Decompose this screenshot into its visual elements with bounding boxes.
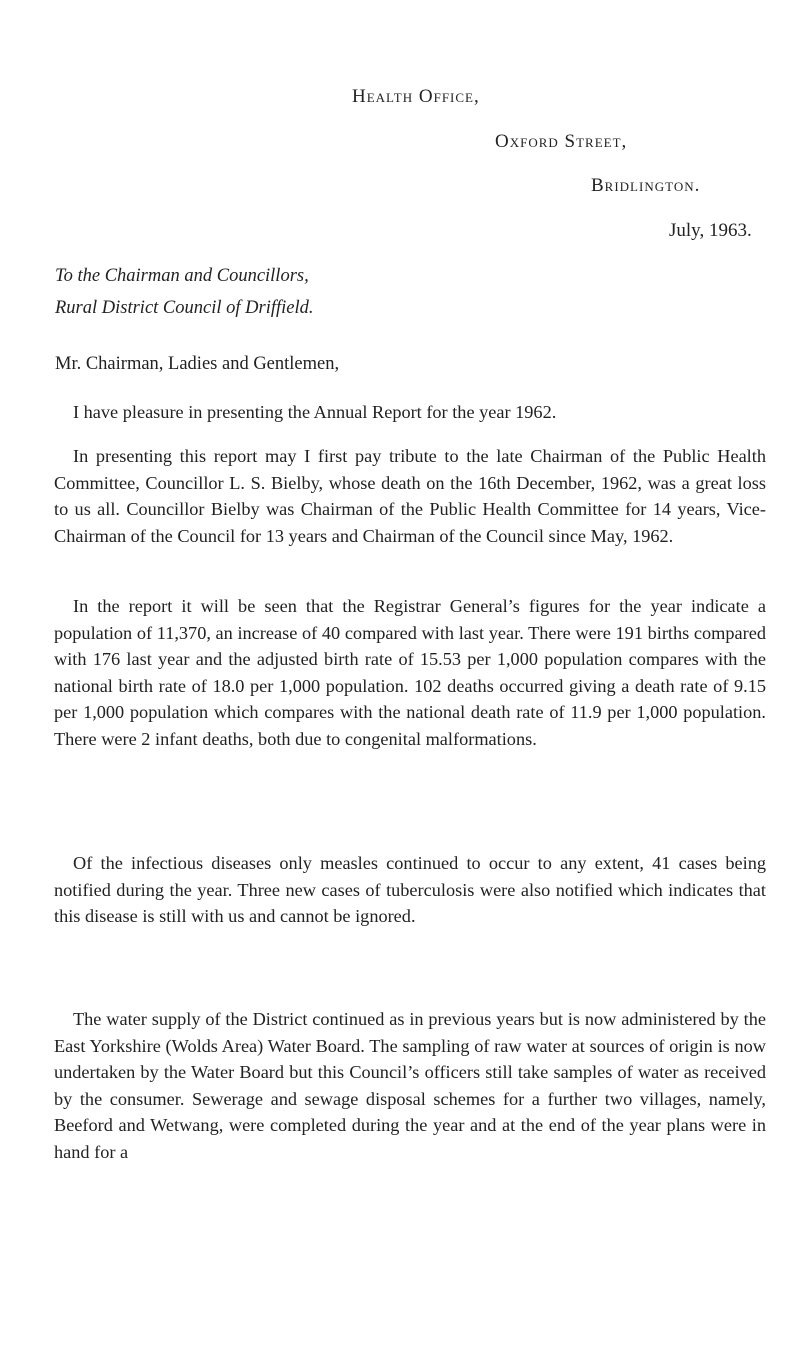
addressee-line-1: To the Chairman and Councillors, [55, 266, 309, 286]
letter-date: July, 1963. [669, 220, 752, 241]
paragraph-water-supply: The water supply of the District continued as in previous years but is now administered by the East Yorkshire (Wolds Area) Water Board. The sampling of raw water at sources of origin is now undertaken by the Water Board but this Council’s officers still take samples of water as received by the consumer. Sewerage and sewage disposal schemes for a further two villages, namely, Beeford and Wetwang, were completed during the year and at the end of the year plans were in hand for a [54, 1009, 766, 1162]
paragraph-tribute: In presenting this report may I first pay tribute to the late Chairman of the Public Health Committee, Councillor L. S. Bielby, whose death on the 16th December, 1962, was a great loss to us all. Councillor Bielby was Chairman of the Public Health Committee for 14 years, Vice-Chairman of the Council for 13 years and Chairman of the Council since May, 1962. [54, 446, 766, 546]
letterhead-town: Bridlington. [591, 175, 701, 196]
paragraph-vital-statistics: In the report it will be seen that the Registrar General’s figures for the year indicate a population of 11,370, an increase of 40 compared with last year. There were 191 births compared with 176 last year and the adjusted birth rate of 15.53 per 1,000 population compares with the national birth rate of 18.0 per 1,000 population. 102 deaths occurred giving a death rate of 9.15 per 1,000 population which compares with the national death rate of 11.9 per 1,000 population. There were 2 infant deaths, both due to congenital malformations. [54, 596, 766, 749]
letterhead-street: Oxford Street, [495, 131, 628, 152]
salutation: Mr. Chairman, Ladies and Gentlemen, [55, 354, 340, 374]
addressee-line-2: Rural District Council of Driffield. [55, 298, 314, 318]
letterhead-office: Health Office, [352, 86, 480, 107]
paragraph-intro: I have pleasure in presenting the Annual Report for the year 1962. [73, 402, 557, 422]
paragraph-infectious-diseases: Of the infectious diseases only measles continued to occur to any extent, 41 cases being notified during the year. Three new cases of tuberculosis were also notified which indicates that this disease is still with us and cannot be ignored. [54, 853, 766, 926]
